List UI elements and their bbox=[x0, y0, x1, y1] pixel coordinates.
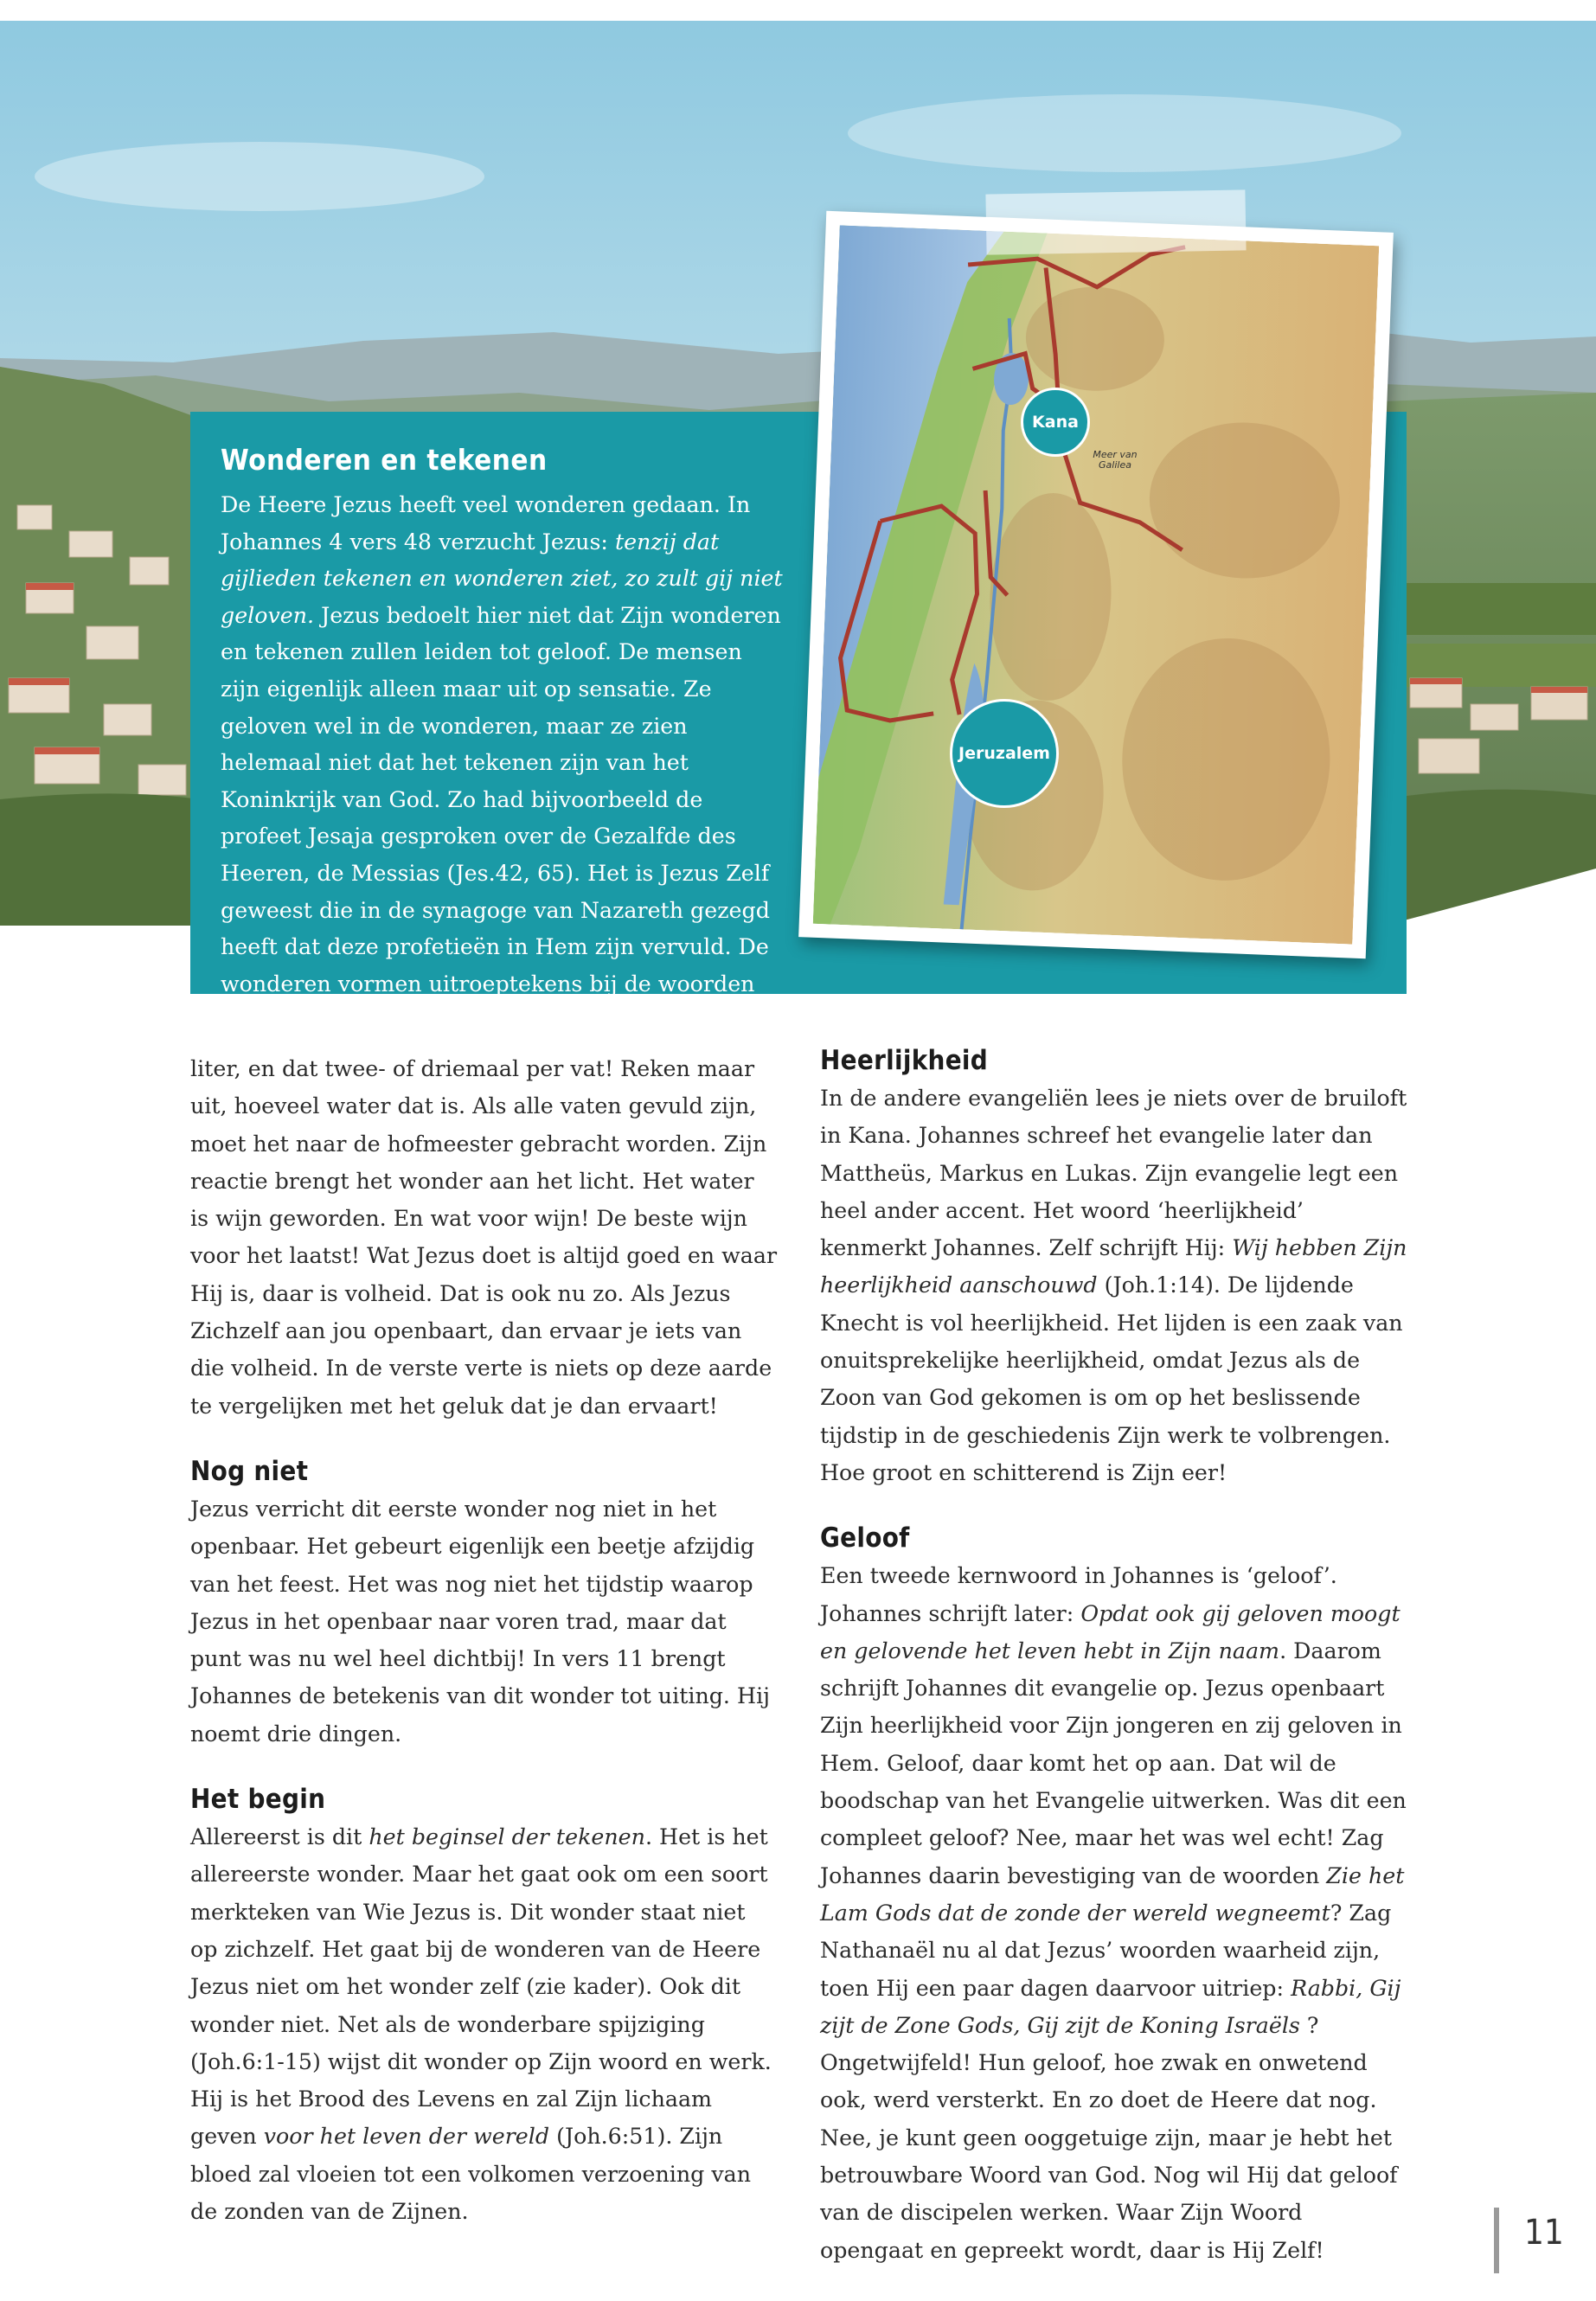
page-number: 11 bbox=[1524, 2213, 1564, 2253]
section-heading: Geloof bbox=[820, 1522, 910, 1554]
paragraph bbox=[820, 1557, 1408, 2269]
text-run-italic: voor het leven der wereld bbox=[263, 2124, 550, 2150]
text-run: Een tweede kernwoord in Johannes is ‘geloof’. Johannes schrijft later: bbox=[820, 1563, 1337, 1626]
article-section bbox=[820, 1519, 1408, 2269]
text-run: Jezus verricht dit eerste wonder nog niet in het openbaar. Het gebeurt eigenlijk een beetje afzijdig van het feest. Het was nog niet het tijdstip waarop Jezus in het openbaar naar voren trad, maar dat punt was nu wel heel dichtbij! In vers 11 brengt Johannes de betekenis van dit wonder tot uiting. Hij noemt drie dingen. bbox=[190, 1496, 771, 1747]
right-column bbox=[820, 1042, 1408, 2269]
text-run: De Heere Jezus heeft veel wonderen gedaan. In Johannes 4 vers 48 verzucht Jezus: bbox=[221, 492, 751, 554]
map-marker-jeruzalem: Jeruzalem bbox=[950, 699, 1059, 808]
text-run-italic: Opdat ook gij geloven moogt en gelovende het leven hebt in Zijn naam bbox=[820, 1600, 1401, 1663]
text-run: ? Ongetwijfeld! Hun geloof, hoe zwak en onwetend ook, werd versterkt. En zo doet de Heere dat nog. Nee, je kunt geen ooggetuige zijn, maar je hebt het betrouwbare Woord van God. Nog wil Hij dat geloof van de discipelen werken. Waar Zijn Woord opengaat en gepreekt wordt, daar is Hij Zelf! bbox=[820, 2012, 1398, 2263]
text-run: liter, en dat twee- of driemaal per vat! Reken maar uit, hoeveel water dat is. Als alle vaten gevuld zijn, moet het naar de hofmeester gebracht worden. Zijn reactie brengt het wonder aan het licht. Het water is wijn geworden. En wat voor wijn! De beste wijn voor het laatst! Wat Jezus doet is altijd goed en waar Hij is, daar is volheid. Dat is ook nu zo. Als Jezus Zichzelf aan jou openbaart, dan ervaar je iets van die volheid. In de verste verte is niets op deze aarde te vergelijken met het geluk dat je dan ervaart! bbox=[190, 1056, 778, 1419]
tape-strip bbox=[985, 189, 1246, 254]
text-run: (Joh.1:14). De lijdende Knecht is vol heerlijkheid. Het lijden is een zaak van onuitsprekelijke heerlijkheid, omdat Jezus als de Zoon van God gekomen is om op het beslissende tijdstip in de geschiedenis Zijn werk te volbrengen. Hoe groot en schitterend is Zijn eer! bbox=[820, 1272, 1403, 1485]
section-heading: Het begin bbox=[190, 1784, 326, 1816]
text-run: In de andere evangeliën lees je niets over de bruiloft in Kana. Johannes schreef het evangelie later dan Mattheüs, Markus en Lukas. Zijn evangelie legt een heel ander accent. Het woord ‘heerlijkheid’ kenmerkt Johannes. Zelf schrijft Hij: bbox=[820, 1086, 1407, 1261]
text-run: Allereerst is dit bbox=[190, 1824, 369, 1850]
text-run-italic: Rabbi, Gij zijt de Zone Gods, Gij zijt de Koning Israëls bbox=[820, 1975, 1401, 2038]
text-run-italic: tenzij dat gijlieden tekenen en wonderen ziet, zo zult gij niet geloven. bbox=[221, 529, 783, 628]
israel-relief-map bbox=[813, 225, 1380, 944]
article-section bbox=[190, 1050, 779, 1425]
text-run: . Daarom schrijft Johannes dit evangelie op. Jezus openbaart Zijn heerlijkheid voor Zijn jongeren en zij geloven in Hem. Geloof, daar komt het op aan. Dat wil de boodschap van het Evangelie uitwerken. Was dit een compleet geloof? Nee, maar het was wel echt! Zag Johannes daarin bevestiging van de woorden bbox=[820, 1638, 1407, 1888]
map-photo-card bbox=[798, 211, 1394, 959]
paragraph bbox=[190, 1490, 779, 1753]
text-run: ? Zag Nathanaël nu al dat Jezus’ woorden waarheid zijn, toen Hij een paar dagen daarvoor uitriep: bbox=[820, 1900, 1392, 2001]
paragraph bbox=[190, 1818, 779, 2230]
page-number-bar bbox=[1494, 2208, 1499, 2273]
section-heading: Heerlijkheid bbox=[820, 1045, 989, 1076]
map-label-lake: Meer van Galilea bbox=[1093, 449, 1138, 471]
paragraph bbox=[190, 1050, 779, 1425]
info-box-text bbox=[221, 487, 783, 1040]
text-run-italic: Wij hebben Zijn heerlijkheid aanschouwd bbox=[820, 1235, 1407, 1298]
info-box-title: Wonderen en tekenen bbox=[221, 443, 548, 477]
article-section bbox=[190, 1780, 779, 2230]
section-heading: Nog niet bbox=[190, 1455, 309, 1487]
info-box-paragraph bbox=[221, 487, 783, 1040]
paragraph bbox=[820, 1080, 1408, 1491]
article-section bbox=[190, 1452, 779, 1753]
map-marker-kana: Kana bbox=[1021, 388, 1090, 457]
text-run: Jezus bedoelt hier niet dat Zijn wonderen en tekenen zullen leiden tot geloof. De mensen zijn eigenlijk alleen maar uit op sensatie. Ze geloven wel in de wonderen, maar ze zien helemaal niet dat het tekenen zijn van het Koninkrijk van God. Zo had bijvoorbeeld de profeet Jesaja gesproken over de Gezalfde des Heeren, de Messias (Jes.42, 65). Het is Jezus Zelf geweest die in de synagoge van Nazareth gezegd heeft dat deze profetieën in Hem zijn vervuld. De wonderen vormen uitroeptekens bij de woorden van de Heiland. bbox=[221, 602, 781, 1034]
text-run-italic: het beginsel der tekenen bbox=[369, 1824, 645, 1850]
left-column bbox=[190, 1050, 779, 2230]
text-run: . Het is het allereerste wonder. Maar het gaat ook om een soort merkteken van Wie Jezus is. Dit wonder staat niet op zichzelf. Het gaat bij de wonderen van de Heere Jezus niet om het wonder zelf (zie kader). Ook dit wonder niet. Net als de wonderbare spijziging (Joh.6:1-15) wijst dit wonder op Zijn woord en werk. Hij is het Brood des Levens en zal Zijn lichaam geven bbox=[190, 1824, 772, 2150]
text-run: (Joh.6:51). Zijn bloed zal vloeien tot een volkomen verzoening van de zonden van de Zijnen. bbox=[190, 2124, 752, 2225]
text-run-italic: Zie het Lam Gods dat de zonde der wereld wegneemt bbox=[820, 1862, 1405, 1926]
article-section bbox=[820, 1042, 1408, 1491]
